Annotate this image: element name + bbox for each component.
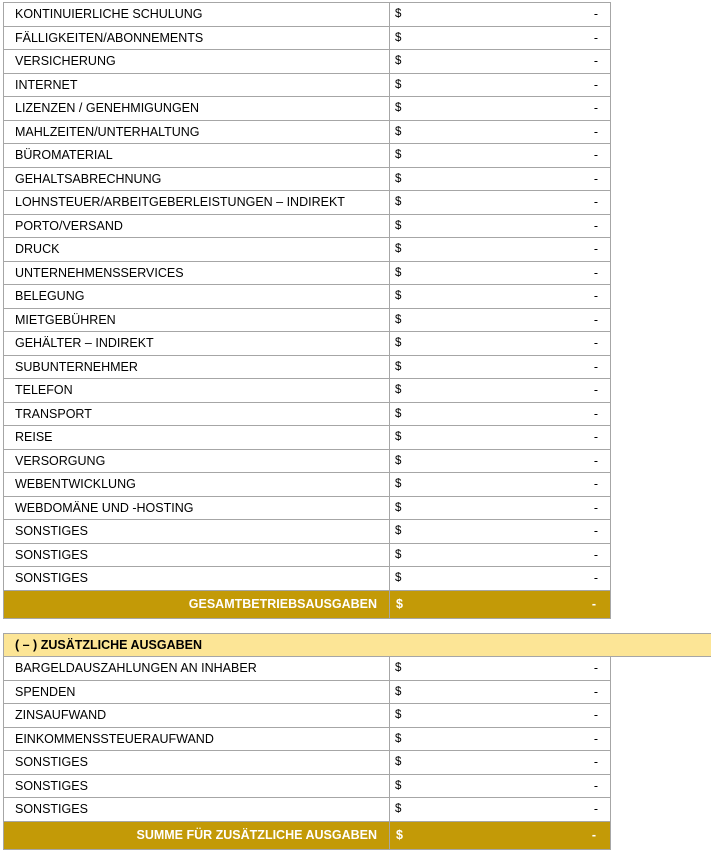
row-amount[interactable] bbox=[390, 214, 611, 238]
additional-expenses-body bbox=[4, 657, 611, 850]
currency-symbol: $ bbox=[395, 125, 402, 138]
row-value: - bbox=[593, 30, 598, 45]
currency-symbol: $ bbox=[395, 478, 402, 491]
currency-symbol: $ bbox=[395, 219, 402, 232]
currency-symbol: $ bbox=[395, 55, 402, 68]
table-row bbox=[4, 426, 611, 450]
row-label: SONSTIGES bbox=[4, 543, 390, 567]
currency-symbol: $ bbox=[395, 709, 402, 722]
table-row bbox=[4, 473, 611, 497]
total-value: - bbox=[591, 597, 596, 611]
row-amount[interactable] bbox=[390, 120, 611, 144]
currency-symbol: $ bbox=[395, 779, 402, 792]
row-amount[interactable] bbox=[390, 402, 611, 426]
row-amount[interactable] bbox=[390, 73, 611, 97]
additional-expenses-header: ( – ) ZUSÄTZLICHE AUSGABEN bbox=[3, 633, 711, 657]
table-row bbox=[4, 214, 611, 238]
row-amount[interactable] bbox=[390, 308, 611, 332]
row-value: - bbox=[593, 148, 598, 163]
row-amount[interactable] bbox=[390, 543, 611, 567]
row-label: BELEGUNG bbox=[4, 285, 390, 309]
table-row bbox=[4, 144, 611, 168]
table-row bbox=[4, 379, 611, 403]
row-label: SONSTIGES bbox=[4, 774, 390, 798]
operating-expenses-total-label: GESAMTBETRIEBSAUSGABEN bbox=[4, 590, 390, 618]
row-amount[interactable] bbox=[390, 751, 611, 775]
row-value: - bbox=[593, 312, 598, 327]
row-amount[interactable] bbox=[390, 657, 611, 681]
row-value: - bbox=[593, 731, 598, 746]
row-label: BARGELDAUSZAHLUNGEN AN INHABER bbox=[4, 657, 390, 681]
operating-expenses-total-row bbox=[4, 590, 611, 618]
currency-symbol: $ bbox=[395, 31, 402, 44]
table-row bbox=[4, 704, 611, 728]
additional-expenses-table bbox=[3, 656, 611, 850]
table-row bbox=[4, 73, 611, 97]
row-amount[interactable] bbox=[390, 167, 611, 191]
row-label: LOHNSTEUER/ARBEITGEBERLEISTUNGEN – INDIREKT bbox=[4, 191, 390, 215]
row-value: - bbox=[593, 7, 598, 22]
currency-symbol: $ bbox=[395, 407, 402, 420]
row-label: TELEFON bbox=[4, 379, 390, 403]
currency-symbol: $ bbox=[395, 337, 402, 350]
row-label: WEBENTWICKLUNG bbox=[4, 473, 390, 497]
row-label: GEHÄLTER – INDIREKT bbox=[4, 332, 390, 356]
row-value: - bbox=[593, 524, 598, 539]
row-amount[interactable] bbox=[390, 3, 611, 27]
row-label: SONSTIGES bbox=[4, 798, 390, 822]
table-row bbox=[4, 657, 611, 681]
currency-symbol: $ bbox=[395, 360, 402, 373]
currency-symbol: $ bbox=[395, 243, 402, 256]
row-amount[interactable] bbox=[390, 567, 611, 591]
row-value: - bbox=[593, 336, 598, 351]
row-label: INTERNET bbox=[4, 73, 390, 97]
row-amount[interactable] bbox=[390, 426, 611, 450]
row-value: - bbox=[593, 661, 598, 676]
table-row bbox=[4, 261, 611, 285]
table-row bbox=[4, 774, 611, 798]
row-amount[interactable] bbox=[390, 97, 611, 121]
row-label: VERSICHERUNG bbox=[4, 50, 390, 74]
row-amount[interactable] bbox=[390, 798, 611, 822]
table-row bbox=[4, 520, 611, 544]
row-amount[interactable] bbox=[390, 26, 611, 50]
currency-symbol: $ bbox=[395, 803, 402, 816]
currency-symbol: $ bbox=[395, 662, 402, 675]
row-amount[interactable] bbox=[390, 496, 611, 520]
table-row bbox=[4, 285, 611, 309]
row-amount[interactable] bbox=[390, 379, 611, 403]
row-amount[interactable] bbox=[390, 191, 611, 215]
row-value: - bbox=[593, 684, 598, 699]
table-row bbox=[4, 332, 611, 356]
row-amount[interactable] bbox=[390, 680, 611, 704]
row-label: REISE bbox=[4, 426, 390, 450]
row-amount[interactable] bbox=[390, 50, 611, 74]
currency-symbol: $ bbox=[395, 290, 402, 303]
row-value: - bbox=[593, 77, 598, 92]
table-row bbox=[4, 680, 611, 704]
total-value: - bbox=[591, 828, 596, 842]
currency-symbol: $ bbox=[395, 266, 402, 279]
currency-symbol: $ bbox=[395, 732, 402, 745]
table-row bbox=[4, 496, 611, 520]
row-label: PORTO/VERSAND bbox=[4, 214, 390, 238]
table-row bbox=[4, 50, 611, 74]
table-row bbox=[4, 355, 611, 379]
currency-symbol: $ bbox=[396, 597, 403, 611]
row-amount[interactable] bbox=[390, 238, 611, 262]
row-value: - bbox=[593, 547, 598, 562]
row-value: - bbox=[593, 171, 598, 186]
row-value: - bbox=[593, 124, 598, 139]
row-value: - bbox=[593, 242, 598, 257]
row-value: - bbox=[593, 289, 598, 304]
row-label: LIZENZEN / GENEHMIGUNGEN bbox=[4, 97, 390, 121]
currency-symbol: $ bbox=[395, 196, 402, 209]
table-row bbox=[4, 97, 611, 121]
row-value: - bbox=[593, 802, 598, 817]
operating-expenses-body bbox=[4, 3, 611, 619]
currency-symbol: $ bbox=[395, 431, 402, 444]
currency-symbol: $ bbox=[395, 685, 402, 698]
currency-symbol: $ bbox=[395, 572, 402, 585]
row-label: KONTINUIERLICHE SCHULUNG bbox=[4, 3, 390, 27]
table-row bbox=[4, 543, 611, 567]
row-amount[interactable] bbox=[390, 285, 611, 309]
row-amount[interactable] bbox=[390, 774, 611, 798]
currency-symbol: $ bbox=[395, 313, 402, 326]
operating-expenses-total-amount bbox=[390, 590, 611, 618]
row-value: - bbox=[593, 708, 598, 723]
row-value: - bbox=[593, 500, 598, 515]
row-label: SONSTIGES bbox=[4, 520, 390, 544]
row-label: VERSORGUNG bbox=[4, 449, 390, 473]
row-value: - bbox=[593, 406, 598, 421]
currency-symbol: $ bbox=[396, 828, 403, 842]
operating-expenses-table bbox=[3, 2, 611, 619]
row-label: TRANSPORT bbox=[4, 402, 390, 426]
row-label: SONSTIGES bbox=[4, 751, 390, 775]
row-label: ZINSAUFWAND bbox=[4, 704, 390, 728]
currency-symbol: $ bbox=[395, 8, 402, 21]
row-label: UNTERNEHMENSSERVICES bbox=[4, 261, 390, 285]
currency-symbol: $ bbox=[395, 102, 402, 115]
additional-expenses-total-amount bbox=[390, 821, 611, 849]
table-row bbox=[4, 402, 611, 426]
row-amount[interactable] bbox=[390, 727, 611, 751]
row-value: - bbox=[593, 453, 598, 468]
table-row bbox=[4, 3, 611, 27]
currency-symbol: $ bbox=[395, 548, 402, 561]
row-label: SONSTIGES bbox=[4, 567, 390, 591]
table-row bbox=[4, 120, 611, 144]
table-row bbox=[4, 191, 611, 215]
row-amount[interactable] bbox=[390, 355, 611, 379]
row-label: EINKOMMENSSTEUERAUFWAND bbox=[4, 727, 390, 751]
row-value: - bbox=[593, 54, 598, 69]
row-amount[interactable] bbox=[390, 704, 611, 728]
currency-symbol: $ bbox=[395, 501, 402, 514]
table-row bbox=[4, 798, 611, 822]
row-value: - bbox=[593, 101, 598, 116]
row-amount[interactable] bbox=[390, 473, 611, 497]
row-label: GEHALTSABRECHNUNG bbox=[4, 167, 390, 191]
table-row bbox=[4, 727, 611, 751]
table-row bbox=[4, 238, 611, 262]
row-value: - bbox=[593, 265, 598, 280]
row-value: - bbox=[593, 359, 598, 374]
row-label: MIETGEBÜHREN bbox=[4, 308, 390, 332]
currency-symbol: $ bbox=[395, 149, 402, 162]
row-label: MAHLZEITEN/UNTERHALTUNG bbox=[4, 120, 390, 144]
table-row bbox=[4, 751, 611, 775]
row-value: - bbox=[593, 477, 598, 492]
table-row bbox=[4, 26, 611, 50]
row-amount[interactable] bbox=[390, 261, 611, 285]
currency-symbol: $ bbox=[395, 78, 402, 91]
row-amount[interactable] bbox=[390, 449, 611, 473]
row-value: - bbox=[593, 195, 598, 210]
row-value: - bbox=[593, 778, 598, 793]
row-label: FÄLLIGKEITEN/ABONNEMENTS bbox=[4, 26, 390, 50]
row-value: - bbox=[593, 755, 598, 770]
row-value: - bbox=[593, 383, 598, 398]
table-row bbox=[4, 308, 611, 332]
row-label: BÜROMATERIAL bbox=[4, 144, 390, 168]
row-amount[interactable] bbox=[390, 332, 611, 356]
table-row bbox=[4, 567, 611, 591]
table-row bbox=[4, 167, 611, 191]
row-label: SPENDEN bbox=[4, 680, 390, 704]
row-amount[interactable] bbox=[390, 144, 611, 168]
row-label: WEBDOMÄNE UND -HOSTING bbox=[4, 496, 390, 520]
row-value: - bbox=[593, 571, 598, 586]
additional-expenses-total-row bbox=[4, 821, 611, 849]
currency-symbol: $ bbox=[395, 525, 402, 538]
row-value: - bbox=[593, 218, 598, 233]
currency-symbol: $ bbox=[395, 384, 402, 397]
currency-symbol: $ bbox=[395, 172, 402, 185]
row-value: - bbox=[593, 430, 598, 445]
currency-symbol: $ bbox=[395, 756, 402, 769]
row-label: DRUCK bbox=[4, 238, 390, 262]
currency-symbol: $ bbox=[395, 454, 402, 467]
additional-expenses-total-label: SUMME FÜR ZUSÄTZLICHE AUSGABEN bbox=[4, 821, 390, 849]
row-amount[interactable] bbox=[390, 520, 611, 544]
table-row bbox=[4, 449, 611, 473]
row-label: SUBUNTERNEHMER bbox=[4, 355, 390, 379]
